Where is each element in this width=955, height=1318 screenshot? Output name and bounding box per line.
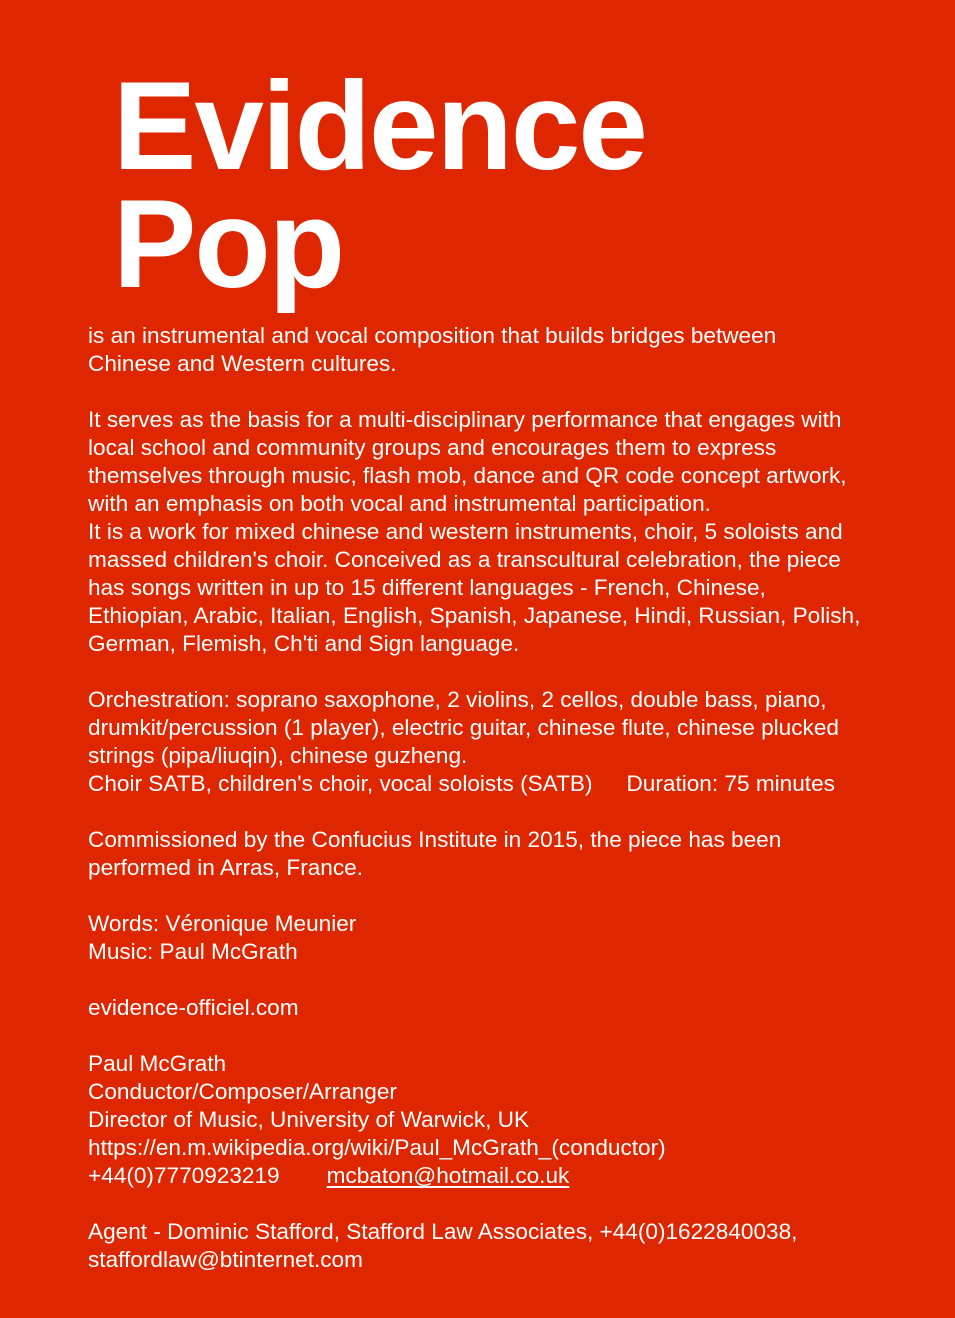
commission-line: Commissioned by the Confucius Institute in 2015, the piece has been: [88, 827, 782, 852]
words-credit: Words: Véronique Meunier: [88, 911, 357, 936]
description-line: themselves through music, flash mob, dance and QR code concept artwork,: [88, 463, 847, 488]
contact-block: [88, 1050, 948, 1190]
description-line: It serves as the basis for a multi-disciplinary performance that engages with: [88, 407, 842, 432]
body-text: [88, 322, 948, 1274]
description-paragraph: [88, 406, 948, 658]
intro-line: is an instrumental and vocal composition that builds bridges between: [88, 323, 777, 348]
contact-name: Paul McGrath: [88, 1051, 227, 1076]
title-line-1: Evidence: [113, 57, 646, 196]
paragraph-gap: [88, 1190, 948, 1218]
orchestration-line: drumkit/percussion (1 player), electric guitar, chinese flute, chinese plucked: [88, 715, 839, 740]
paragraph-gap: [88, 658, 948, 686]
wikipedia-url: https://en.m.wikipedia.org/wiki/Paul_McGrath_(conductor): [88, 1135, 666, 1160]
contact-position: Director of Music, University of Warwick, UK: [88, 1107, 530, 1132]
website-text: evidence-officiel.com: [88, 995, 299, 1020]
description-line: massed children's choir. Conceived as a transcultural celebration, the piece: [88, 547, 841, 572]
title-line-2: Pop: [113, 175, 344, 314]
intro-line: Chinese and Western cultures.: [88, 351, 397, 376]
description-line: Ethiopian, Arabic, Italian, English, Spanish, Japanese, Hindi, Russian, Polish,: [88, 603, 861, 628]
commission-paragraph: [88, 826, 948, 882]
phone-number: +44(0)7770923219: [88, 1163, 280, 1188]
credits: [88, 910, 948, 966]
choir-text: Choir SATB, children's choir, vocal soloists (SATB): [88, 771, 593, 796]
choir-duration-line: [88, 770, 948, 798]
agent-line: staffordlaw@btinternet.com: [88, 1247, 363, 1272]
description-line: has songs written in up to 15 different languages - French, Chinese,: [88, 575, 766, 600]
agent-line: Agent - Dominic Stafford, Stafford Law Associates, +44(0)1622840038,: [88, 1219, 798, 1244]
duration-text: Duration: 75 minutes: [626, 771, 835, 796]
paragraph-gap: [88, 378, 948, 406]
description-line: It is a work for mixed chinese and western instruments, choir, 5 soloists and: [88, 519, 843, 544]
music-credit: Music: Paul McGrath: [88, 939, 298, 964]
phone-email-line: [88, 1162, 948, 1190]
paragraph-gap: [88, 798, 948, 826]
paragraph-gap: [88, 1022, 948, 1050]
orchestration-line: strings (pipa/liuqin), chinese guzheng.: [88, 743, 468, 768]
orchestration-paragraph: [88, 686, 948, 798]
paragraph-gap: [88, 882, 948, 910]
description-line: with an emphasis on both vocal and instrumental participation.: [88, 491, 711, 516]
orchestration-line: Orchestration: soprano saxophone, 2 violins, 2 cellos, double bass, piano,: [88, 687, 827, 712]
contact-role: Conductor/Composer/Arranger: [88, 1079, 397, 1104]
description-line: local school and community groups and encourages them to express: [88, 435, 777, 460]
agent-block: [88, 1218, 948, 1274]
commission-line: performed in Arras, France.: [88, 855, 363, 880]
page-title: [113, 57, 646, 314]
description-line: German, Flemish, Ch'ti and Sign language.: [88, 631, 520, 656]
email-link[interactable]: mcbaton@hotmail.co.uk: [326, 1163, 570, 1188]
intro-paragraph: [88, 322, 948, 378]
paragraph-gap: [88, 966, 948, 994]
